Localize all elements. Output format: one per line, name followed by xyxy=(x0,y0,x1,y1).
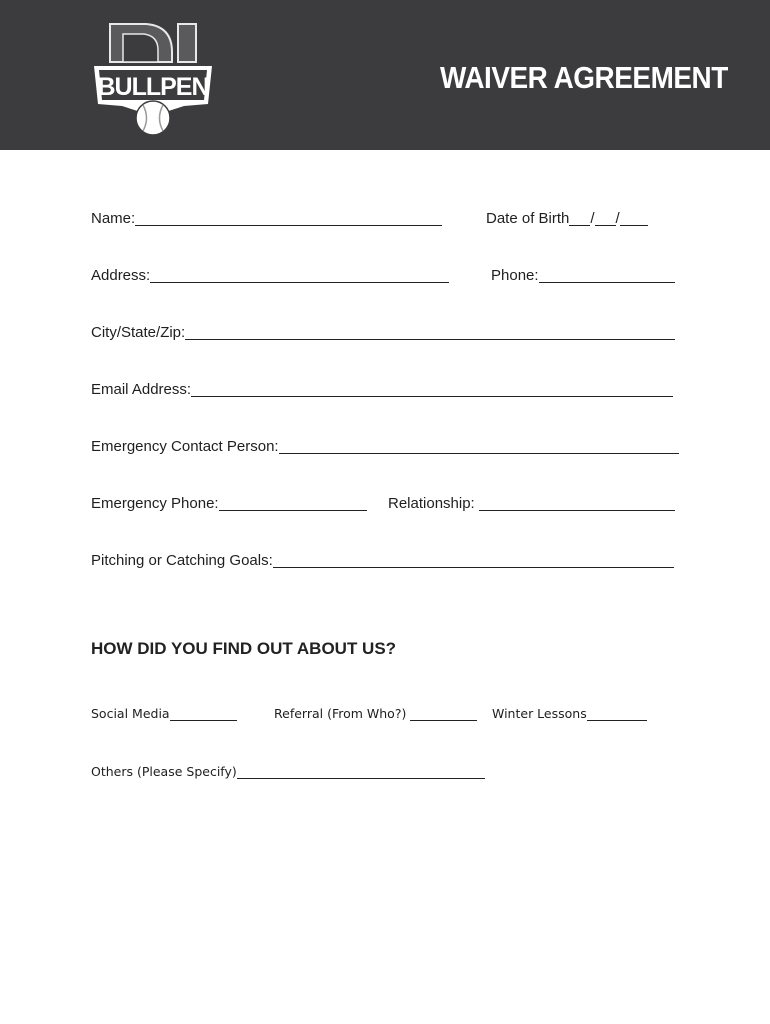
dob-year-field[interactable] xyxy=(620,225,648,226)
document-title: WAIVER AGREEMENT xyxy=(440,60,728,95)
phone-field[interactable] xyxy=(539,282,675,283)
relationship-row xyxy=(388,492,675,514)
referral-label: Referral (From Who?) xyxy=(274,706,407,721)
referral-field[interactable] xyxy=(410,720,477,721)
others-row xyxy=(91,760,485,782)
emergency-contact-row xyxy=(91,435,679,457)
relationship-field[interactable] xyxy=(479,510,675,511)
relationship-label: Relationship: xyxy=(388,495,475,512)
dob-label: Date of Birth xyxy=(486,210,570,227)
goals-field[interactable] xyxy=(273,567,674,568)
city-label: City/State/Zip: xyxy=(91,324,186,341)
winter-lessons-label: Winter Lessons xyxy=(492,706,587,721)
phone-row xyxy=(491,264,675,286)
address-field[interactable] xyxy=(150,282,449,283)
email-label: Email Address: xyxy=(91,381,192,398)
city-field[interactable] xyxy=(185,339,675,340)
goals-label: Pitching or Catching Goals: xyxy=(91,552,273,569)
emergency-phone-field[interactable] xyxy=(219,510,367,511)
d1-bullpen-logo xyxy=(88,18,218,140)
name-label: Name: xyxy=(91,210,136,227)
others-field[interactable] xyxy=(237,778,485,779)
email-field[interactable] xyxy=(191,396,673,397)
address-label: Address: xyxy=(91,267,151,284)
referral-row xyxy=(274,702,477,724)
social-media-label: Social Media xyxy=(91,706,170,721)
email-row xyxy=(91,378,673,400)
svg-text:BULLPEN: BULLPEN xyxy=(97,73,209,101)
header-bar xyxy=(0,0,770,150)
dob-month-field[interactable] xyxy=(569,225,590,226)
others-label: Others (Please Specify) xyxy=(91,764,237,779)
emergency-phone-row xyxy=(91,492,367,514)
dob-day-field[interactable] xyxy=(595,225,616,226)
winter-lessons-row xyxy=(492,702,647,724)
city-row xyxy=(91,321,675,343)
address-row xyxy=(91,264,449,286)
dob-row xyxy=(486,207,648,229)
emergency-phone-label: Emergency Phone: xyxy=(91,495,219,512)
phone-label: Phone: xyxy=(491,267,539,284)
goals-row xyxy=(91,549,674,571)
dob-separator: / xyxy=(615,210,620,227)
winter-lessons-field[interactable] xyxy=(587,720,647,721)
emergency-contact-field[interactable] xyxy=(279,453,679,454)
name-field[interactable] xyxy=(135,225,442,226)
social-media-row xyxy=(91,702,237,724)
emergency-contact-label: Emergency Contact Person: xyxy=(91,438,279,455)
dob-separator: / xyxy=(590,210,595,227)
social-media-field[interactable] xyxy=(170,720,237,721)
name-row xyxy=(91,207,442,229)
survey-heading: HOW DID YOU FIND OUT ABOUT US? xyxy=(91,639,397,658)
